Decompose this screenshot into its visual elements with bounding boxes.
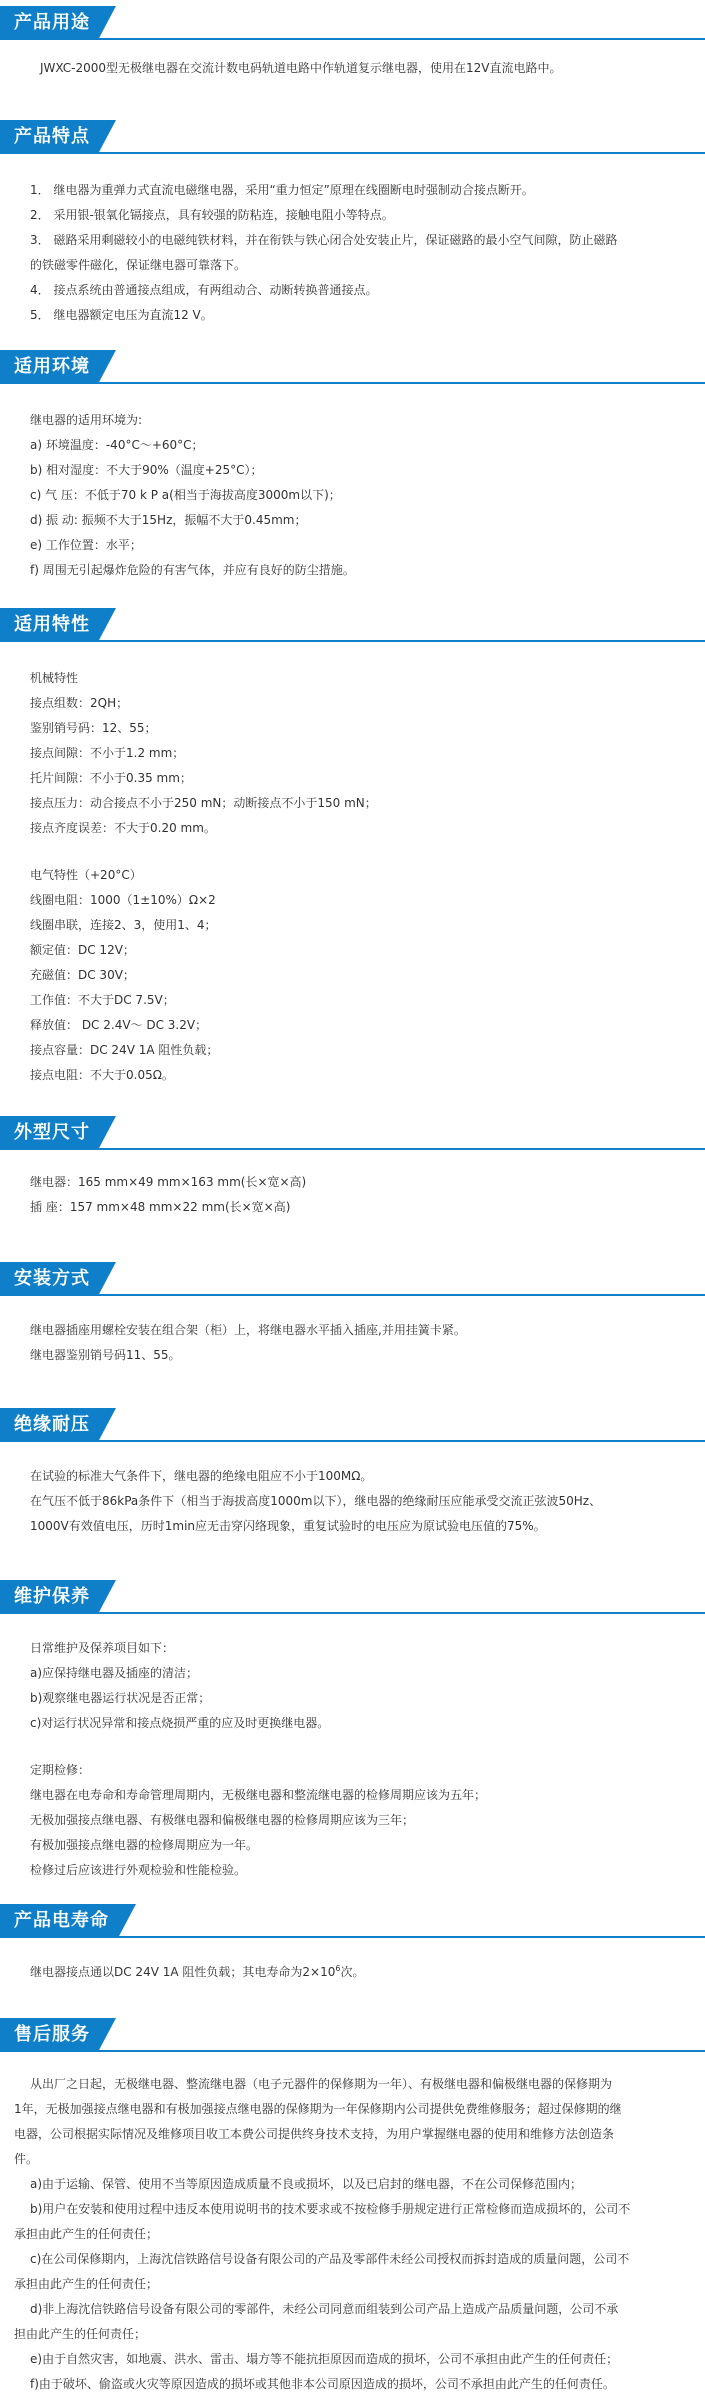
feature-item-3-cont: 的铁磁零件磁化，保证继电器可靠落下。 (30, 258, 247, 272)
electrical-rated-value: 额定值：DC 12V； (30, 943, 135, 957)
aftersales-items (0, 2172, 705, 2397)
usage-text: JWXC-2000型无极继电器在交流计数电码轨道电路中作轨道复示继电器，使用在12V直流电路中。 (40, 61, 562, 75)
maintenance-gap (0, 1736, 705, 1758)
maintenance-daily-c: c)对运行状况异常和接点烧损严重的应及时更换继电器。 (30, 1716, 330, 1730)
maintenance-daily-intro: 日常维护及保养项目如下： (30, 1641, 175, 1655)
dimension-socket: 插 座：157 mm×48 mm×22 mm(长×宽×高) (30, 1200, 291, 1214)
aftersales-item-a: a)由于运输、保管、使用不当等原因造成质量不良或损坏，以及已启封的继电器，不在公司保修范围内； (30, 2177, 583, 2191)
maintenance-heading: 维护保养 (0, 1580, 98, 1614)
maintenance-periodic-intro: 定期检修： (30, 1763, 91, 1777)
electrical-release-value: 释放值： DC 2.4V～ DC 3.2V； (30, 1018, 208, 1032)
maintenance-heading-wrap (0, 1580, 705, 1614)
insulation-withstand-1: 在气压不低于86kPa条件下（相当于海拔高度1000m以下），继电器的绝缘耐压应能承受交流正弦波50Hz、 (30, 1494, 602, 1508)
feature-item-2: 2． 采用银-银氧化镉接点，具有较强的防粘连，接触电阻小等特点。 (30, 208, 394, 222)
dimensions-heading-wrap (0, 1116, 705, 1150)
lifetime-exponent: 6 (335, 1964, 341, 1973)
dimensions-list (0, 1170, 705, 1220)
usage-heading-wrap (0, 6, 705, 40)
aftersales-section (0, 2018, 705, 2397)
dimensions-heading: 外型尺寸 (0, 1116, 98, 1150)
lifetime-heading: 产品电寿命 (0, 1904, 118, 1938)
mechanical-pin-code: 鉴别销号码：12、55； (30, 721, 157, 735)
mechanical-contact-pressure: 接点压力：动合接点不小于250 mN；动断接点不小于150 mN； (30, 796, 377, 810)
specs-heading-wrap (0, 608, 705, 642)
installation-list (0, 1318, 705, 1368)
maintenance-periodic-3: 有极加强接点继电器的检修周期应为一年。 (30, 1838, 259, 1852)
environment-item-a: a) 环境温度：-40°C～+60°C； (30, 438, 204, 452)
aftersales-item-f: f)由于破坏、偷盗或火灾等原因造成的损坏或其他非本公司原因造成的损坏，公司不承担由此产生的任何责任。 (30, 2377, 615, 2391)
environment-section (0, 350, 705, 583)
insulation-heading-wrap (0, 1408, 705, 1442)
feature-item-1: 1． 继电器为重弹力式直流电磁继电器，采用“重力恒定”原理在线圈断电时强制动合接点断开。 (30, 183, 534, 197)
installation-method: 继电器插座用螺栓安装在组合架（柜）上，将继电器水平插入插座,并用挂簧卡紧。 (30, 1323, 466, 1337)
aftersales-item-e: e)由于自然灾害，如地震、洪水、雷击、塌方等不能抗拒原因而造成的损坏，公司不承担由此产生的任何责任； (30, 2352, 619, 2366)
aftersales-intro (0, 2072, 705, 2172)
mechanical-contact-groups: 接点组数：2QH； (30, 696, 129, 710)
maintenance-section (0, 1580, 705, 1883)
feature-item-3: 3． 磁路采用剩磁较小的电磁纯铁材料，并在衔铁与铁心闭合处安装止片，保证磁路的最小空气间隙，防止磁路 (30, 233, 618, 247)
lifetime-text-before: 继电器接点通以DC 24V 1A 阻性负载；其电寿命为2×10 (30, 1965, 336, 1979)
insulation-withstand-2: 1000V有效值电压，历时1min应无击穿闪络现象，重复试验时的电压应为原试验电压值的75%。 (30, 1519, 546, 1533)
aftersales-intro-4: 件。 (14, 2152, 39, 2166)
aftersales-item-d: d)非上海沈信铁路信号设备有限公司的零部件，未经公司同意而组装到公司产品上造成产品质量问题，公司不承 (30, 2302, 619, 2316)
electrical-contact-capacity: 接点容量：DC 24V 1A 阻性负载； (30, 1043, 219, 1057)
environment-heading-wrap (0, 350, 705, 384)
installation-section (0, 1262, 705, 1368)
environment-item-e: e) 工作位置：水平； (30, 538, 142, 552)
aftersales-heading-wrap (0, 2018, 705, 2052)
lifetime-text-after: 次。 (340, 1965, 365, 1979)
aftersales-item-b-cont: 承担由此产生的任何责任； (14, 2227, 159, 2241)
lifetime-section (0, 1904, 705, 1985)
aftersales-intro-3: 电器，公司根据实际情况及维修项目收工本费公司提供终身技术支持，为用户掌握继电器的使用和维修方法创造条 (14, 2127, 615, 2141)
maintenance-daily-b: b)观察继电器运行状况是否正常； (30, 1691, 211, 1705)
insulation-heading: 绝缘耐压 (0, 1408, 98, 1442)
specs-section (0, 608, 705, 1088)
features-list (0, 178, 705, 328)
lifetime-text (30, 1960, 685, 1985)
feature-item-5: 5． 继电器额定电压为直流12 V。 (30, 308, 213, 322)
maintenance-periodic-list (0, 1758, 705, 1883)
aftersales-item-c-cont: 承担由此产生的任何责任； (14, 2277, 159, 2291)
aftersales-item-b: b)用户在安装和使用过程中违反本使用说明书的技术要求或不按检修手册规定进行正常检修而造成损坏的，公司不 (30, 2202, 631, 2216)
features-heading: 产品特点 (0, 120, 98, 154)
electrical-coil-series: 线圈串联，连接2、3，使用1、4； (30, 918, 217, 932)
maintenance-daily-a: a)应保持继电器及插座的清洁； (30, 1666, 199, 1680)
aftersales-item-d-cont: 担由此产生的任何责任； (14, 2327, 147, 2341)
lifetime-content (0, 1960, 705, 1985)
lifetime-heading-wrap (0, 1904, 705, 1938)
insulation-resistance: 在试验的标准大气条件下，继电器的绝缘电阻应不小于100MΩ。 (30, 1469, 373, 1483)
environment-item-c: c) 气 压：不低于70 k P a(相当于海拔高度3000m以下)； (30, 488, 341, 502)
maintenance-daily-list (0, 1636, 705, 1736)
aftersales-intro-1: 从出厂之日起，无极继电器、整流继电器（电子元器件的保修期为一年）、有极继电器和偏极继电器的保修期为 (30, 2077, 613, 2091)
aftersales-heading: 售后服务 (0, 2018, 98, 2052)
specs-heading: 适用特性 (0, 608, 98, 642)
environment-item-b: b) 相对湿度：不大于90%（温度+25°C）； (30, 463, 263, 477)
environment-item-f: f) 周围无引起爆炸危险的有害气体，并应有良好的防尘措施。 (30, 563, 355, 577)
environment-list (0, 408, 705, 583)
usage-section (0, 6, 705, 81)
maintenance-periodic-1: 继电器在电寿命和寿命管理周期内，无极继电器和整流继电器的检修周期应该为五年； (30, 1788, 487, 1802)
specs-electrical-list (0, 863, 705, 1088)
insulation-section (0, 1408, 705, 1539)
maintenance-periodic-2: 无极加强接点继电器、有极继电器和偏极继电器的检修周期应该为三年； (30, 1813, 415, 1827)
electrical-contact-resistance: 接点电阻：不大于0.05Ω。 (30, 1068, 174, 1082)
electrical-coil-resistance: 线圈电阻：1000（1±10%）Ω×2 (30, 893, 216, 907)
maintenance-periodic-4: 检修过后应该进行外观检验和性能检验。 (30, 1863, 247, 1877)
usage-content (0, 56, 705, 81)
specs-mechanical-list (0, 666, 705, 841)
dimension-relay: 继电器：165 mm×49 mm×163 mm(长×宽×高) (30, 1175, 307, 1189)
installation-pin-code: 继电器鉴别销号码11、55。 (30, 1348, 181, 1362)
mechanical-contact-gap: 接点间隙：不小于1.2 mm； (30, 746, 185, 760)
mechanical-alignment-error: 接点齐度误差：不大于0.20 mm。 (30, 821, 216, 835)
features-heading-wrap (0, 120, 705, 154)
specs-gap (0, 841, 705, 863)
dimensions-section (0, 1116, 705, 1220)
aftersales-intro-2: 1年，无极加强接点继电器和有极加强接点继电器的保修期为一年保修期内公司提供免费维修服务；超过保修期的继 (14, 2102, 622, 2116)
environment-heading: 适用环境 (0, 350, 98, 384)
features-section (0, 120, 705, 328)
electrical-operate-value: 工作值：不大于DC 7.5V； (30, 993, 175, 1007)
environment-item-d: d) 振 动: 振频不大于15Hz，振幅不大于0.45mm； (30, 513, 307, 527)
installation-heading-wrap (0, 1262, 705, 1296)
insulation-list (0, 1464, 705, 1539)
electrical-magnetize-value: 充磁值：DC 30V； (30, 968, 135, 982)
feature-item-4: 4． 接点系统由普通接点组成，有两组动合、动断转换普通接点。 (30, 283, 378, 297)
installation-heading: 安装方式 (0, 1262, 98, 1296)
electrical-heading: 电气特性（+20°C） (30, 868, 142, 882)
environment-intro: 继电器的适用环境为: (30, 413, 143, 427)
mechanical-heading: 机械特性 (30, 671, 79, 685)
usage-heading: 产品用途 (0, 6, 98, 40)
mechanical-stop-gap: 托片间隙：不小于0.35 mm； (30, 771, 192, 785)
aftersales-item-c: c)在公司保修期内，上海沈信铁路信号设备有限公司的产品及零部件未经公司授权而拆封造成的质量问题，公司不 (30, 2252, 630, 2266)
